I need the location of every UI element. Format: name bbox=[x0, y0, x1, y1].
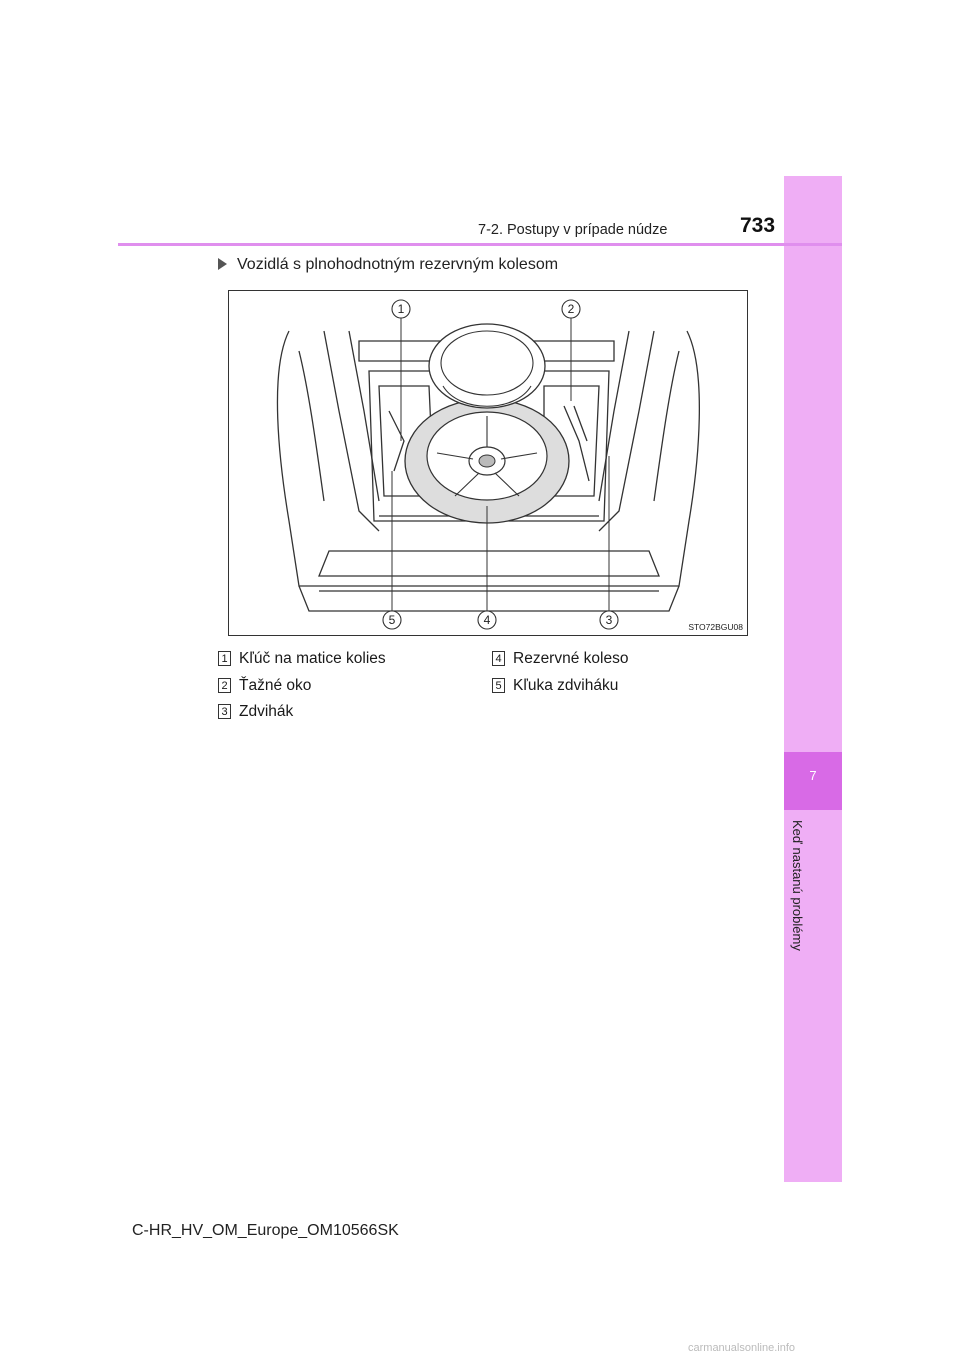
trunk-illustration bbox=[229, 291, 747, 635]
legend-number: 2 bbox=[218, 678, 231, 693]
legend-label: Zdvihák bbox=[239, 703, 294, 720]
watermark: carmanualsonline.info bbox=[688, 1342, 796, 1354]
legend-label: Kľuka zdviháku bbox=[513, 677, 619, 694]
figure-code: STO72BGU08 bbox=[688, 622, 743, 632]
spare-wheel-figure bbox=[228, 290, 748, 636]
legend-item-2 bbox=[218, 677, 311, 695]
legend-number: 5 bbox=[492, 678, 505, 693]
callout-3: 3 bbox=[605, 613, 613, 627]
legend-item-5 bbox=[492, 677, 618, 695]
chapter-title: Keď nastanú problémy bbox=[790, 820, 805, 951]
chapter-sidebar bbox=[784, 176, 842, 1182]
legend-label: Kľúč na matice kolies bbox=[239, 650, 386, 667]
page-number: 733 bbox=[740, 214, 776, 237]
legend-item-1 bbox=[218, 650, 386, 668]
header-rule bbox=[118, 243, 842, 246]
callout-4: 4 bbox=[483, 613, 491, 627]
legend-label: Ťažné oko bbox=[239, 677, 312, 694]
subheading-text: Vozidlá s plnohodnotným rezervným kolesom bbox=[237, 256, 559, 273]
legend-label: Rezervné koleso bbox=[513, 650, 629, 667]
callout-2: 2 bbox=[567, 302, 575, 316]
section-title: 7-2. Postupy v prípade núdze bbox=[478, 222, 668, 238]
triangle-bullet-icon bbox=[218, 258, 227, 270]
subheading bbox=[218, 256, 558, 274]
legend-number: 1 bbox=[218, 651, 231, 666]
legend-number: 3 bbox=[218, 704, 231, 719]
callout-1: 1 bbox=[397, 302, 405, 316]
callout-5: 5 bbox=[388, 613, 396, 627]
footer-doc-code: C-HR_HV_OM_Europe_OM10566SK bbox=[132, 1222, 399, 1239]
legend-item-3 bbox=[218, 703, 293, 721]
legend-item-4 bbox=[492, 650, 628, 668]
chapter-number: 7 bbox=[809, 768, 817, 783]
legend-number: 4 bbox=[492, 651, 505, 666]
